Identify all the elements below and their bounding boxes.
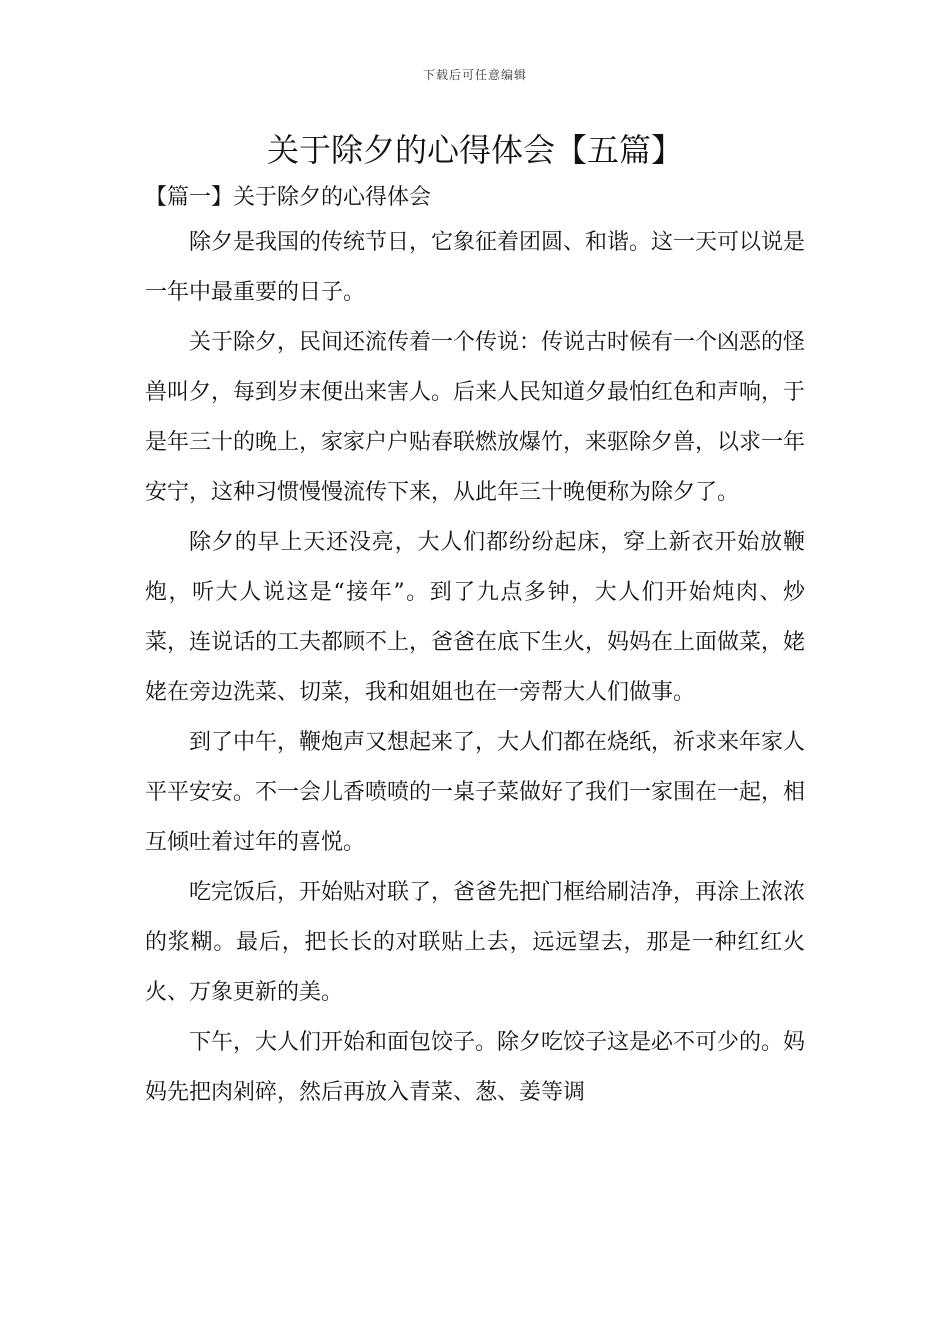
paragraph-4: 到了中午，鞭炮声又想起来了，大人们都在烧纸，祈求来年家人平平安安。不一会儿香喷喷的一桌子菜做好了我们一家围在一起，相互倾吐着过年的喜悦。 xyxy=(145,730,806,855)
paragraph-3: 除夕的早上天还没亮，大人们都纷纷起床，穿上新衣开始放鞭炮，听大人说这是“接年”。到了九点多钟，大人们开始炖肉、炒菜，连说话的工夫都顾不上，爸爸在底下生火，妈妈在上面做菜，姥姥在旁边洗菜、切菜，我和姐姐也在一旁帮大人们做事。 xyxy=(145,530,806,705)
header-note: 下载后可任意编辑 xyxy=(422,68,527,82)
document-title: 关于除夕的心得体会【五篇】 xyxy=(266,131,683,169)
paragraph-2: 关于除夕，民间还流传着一个传说：传说古时候有一个凶恶的怪兽叫夕，每到岁末便出来害人。后来人民知道夕最怕红色和声响，于是年三十的晚上，家家户户贴春联燃放爆竹，来驱除夕兽，以求一年安宁，这种习惯慢慢流传下来，从此年三十晚便称为除夕了。 xyxy=(145,330,806,505)
paragraph-6: 下午，大人们开始和面包饺子。除夕吃饺子这是必不可少的。妈妈先把肉剁碎，然后再放入青菜、葱、姜等调 xyxy=(145,1030,806,1105)
paragraph-5: 吃完饭后，开始贴对联了，爸爸先把门框给刷洁净，再涂上浓浓的浆糊。最后，把长长的对联贴上去，远远望去，那是一种红红火火、万象更新的美。 xyxy=(145,880,806,1005)
paragraph-1: 除夕是我国的传统节日，它象征着团圆、和谐。这一天可以说是一年中最重要的日子。 xyxy=(145,230,806,305)
document-body xyxy=(145,178,805,1118)
section-heading: 【篇一】关于除夕的心得体会 xyxy=(145,185,432,210)
